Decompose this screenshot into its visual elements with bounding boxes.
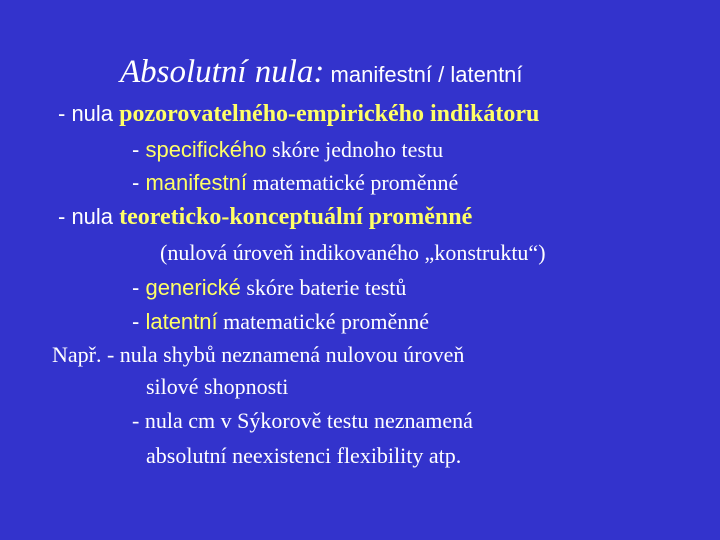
line-emphasis: pozorovatelného-empirického indikátoru bbox=[119, 101, 540, 127]
line-empirical-zero bbox=[58, 102, 539, 126]
slide-title bbox=[120, 56, 523, 89]
line-rest: skóre baterie testů bbox=[240, 275, 407, 300]
line-example-sykora-cont: absolutní neexistenci flexibility atp. bbox=[146, 443, 462, 468]
line-specific-score bbox=[132, 139, 443, 161]
line-generic-score bbox=[132, 277, 406, 299]
line-rest: skóre jednoho testu bbox=[266, 137, 444, 162]
line-latent-variable bbox=[132, 311, 429, 333]
line-example-sykora: - nula cm v Sýkorově testu neznamená bbox=[132, 408, 473, 433]
line-prefix: - nula bbox=[58, 101, 120, 126]
line-prefix: - bbox=[132, 275, 146, 300]
line-example-pullups-cont: silové shopnosti bbox=[146, 374, 289, 399]
line-conceptual-zero bbox=[58, 205, 472, 229]
line-emphasis: manifestní bbox=[145, 170, 247, 195]
line-emphasis: latentní bbox=[145, 309, 218, 334]
title-sub: manifestní / latentní bbox=[324, 62, 523, 87]
line-rest: matematické proměnné bbox=[246, 170, 459, 195]
line-prefix: - bbox=[132, 309, 146, 334]
line-construct-note: (nulová úroveň indikovaného „konstruktu“) bbox=[160, 240, 546, 265]
line-emphasis: teoreticko-konceptuální proměnné bbox=[119, 204, 473, 230]
line-rest: matematické proměnné bbox=[217, 309, 429, 334]
line-prefix: - bbox=[132, 137, 146, 162]
line-emphasis: generické bbox=[145, 275, 241, 300]
line-manifest-variable bbox=[132, 172, 458, 194]
title-main: Absolutní nula: bbox=[120, 54, 325, 90]
line-example-pullups: Např. - nula shybů neznamená nulovou úroveň bbox=[52, 342, 465, 367]
line-emphasis: specifického bbox=[145, 137, 267, 162]
line-prefix: - nula bbox=[58, 204, 120, 229]
line-prefix: - bbox=[132, 170, 146, 195]
